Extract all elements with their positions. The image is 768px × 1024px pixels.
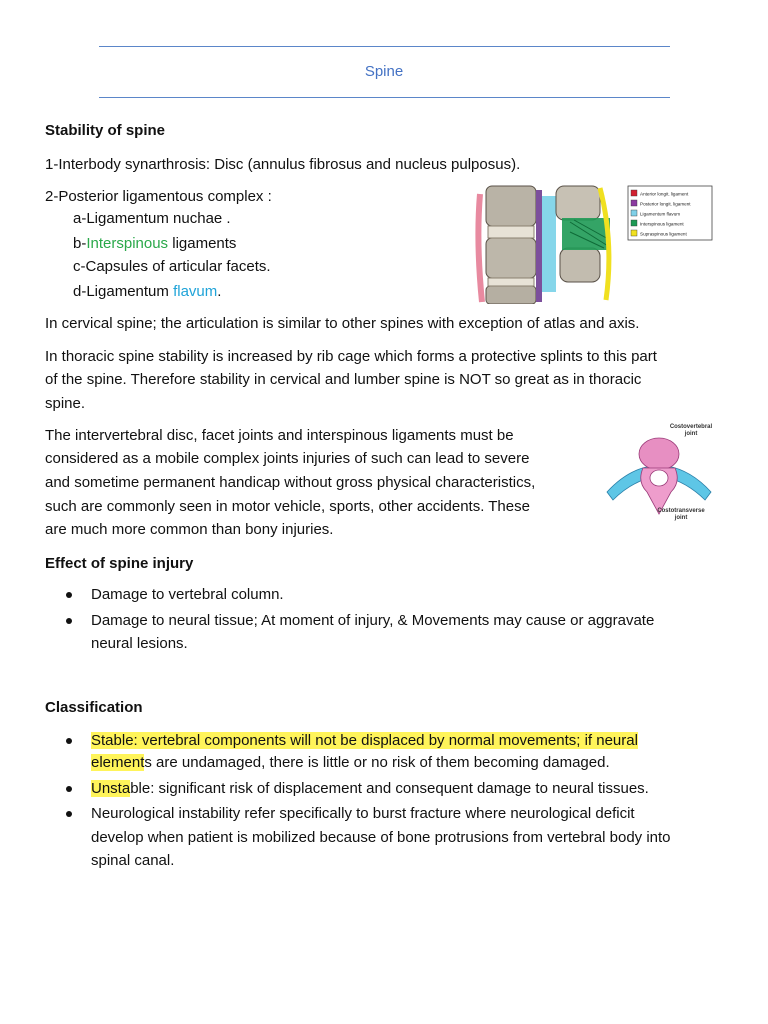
unstable-line	[91, 779, 649, 799]
thoracic-line-1: In thoracic spine stability is increased by rib cage which forms a protective splints to this part	[45, 348, 657, 365]
stable-line-2	[91, 753, 610, 773]
bullet-marker	[66, 618, 72, 624]
spine-ligaments-figure	[474, 182, 714, 304]
stability-item-c: c-Capsules of articular facets.	[73, 258, 271, 275]
item-b-prefix: b-	[73, 235, 87, 252]
neuro-line-3: spinal canal.	[91, 852, 175, 869]
anterior-ligament-shape	[478, 194, 482, 302]
legend-label: Interspinous ligament	[640, 221, 684, 227]
lamina-upper	[556, 186, 600, 220]
effect-bullet-2-line-1: Damage to neural tissue; At moment of injury, & Movements may cause or aggravate	[91, 612, 655, 629]
effect-bullet-1: Damage to vertebral column.	[91, 586, 284, 603]
heading-effect: Effect of spine injury	[45, 555, 194, 572]
ligamentum-flavum-shape	[542, 196, 556, 292]
posterior-ligament-shape	[536, 190, 542, 302]
thoracic-line-2: of the spine. Therefore stability in cervical and lumber spine is NOT so great as in thoracic	[45, 371, 642, 388]
neuro-line-2: develop when patient is mobilized because of bone protrusions from vertebral body into	[91, 829, 671, 846]
label-costotransverse-joint: joint	[674, 515, 688, 521]
label-costotransverse: Costotransverse	[657, 508, 705, 514]
disc-lower	[488, 278, 534, 286]
effect-bullet-2-line-2: neural lesions.	[91, 635, 188, 652]
item-b-suffix: ligaments	[168, 235, 237, 252]
item-d-prefix: d-Ligamentum	[73, 283, 174, 300]
stable-rest: s are undamaged, there is little or no risk of them becoming damaged.	[144, 754, 610, 771]
interspinous-ligament-shape	[562, 218, 610, 250]
stability-item-a: a-Ligamentum nuchae .	[73, 210, 231, 227]
label-costovertebral: Costovertebral	[669, 424, 713, 430]
disc-line-1: The intervertebral disc, facet joints and interspinous ligaments must be	[45, 427, 514, 444]
legend-label: Ligamentum flavum	[640, 211, 681, 217]
disc-line-4: such are commonly seen in motor vehicle, sports, other accidents. These	[45, 498, 530, 515]
disc-line-3: and sometime permanent handicap without gross physical characteristics,	[45, 474, 536, 491]
legend-swatch	[631, 220, 637, 226]
vertebral-body-upper	[486, 186, 536, 226]
legend-swatch	[631, 200, 637, 206]
vertebral-body-middle	[486, 238, 536, 278]
vertebral-foramen	[650, 470, 668, 486]
item-d-suffix: .	[217, 283, 222, 300]
heading-stability: Stability of spine	[45, 122, 166, 139]
bullet-marker	[66, 811, 72, 817]
legend-swatch	[631, 210, 637, 216]
bullet-marker	[66, 786, 72, 792]
bullet-marker	[66, 738, 72, 744]
thoracic-vertebra-figure	[597, 420, 721, 524]
neuro-line-1: Neurological instability refer specifically to burst fracture where neurological deficit	[91, 805, 635, 822]
disc-line-2: considered as a mobile complex joints injuries of such can lead to severe	[45, 450, 530, 467]
stable-highlight-continued: element	[91, 754, 145, 771]
heading-classification: Classification	[45, 699, 143, 716]
legend-swatch	[631, 190, 637, 196]
legend-swatch	[631, 230, 637, 236]
vertebral-body	[639, 438, 679, 470]
cervical-text: In cervical spine; the articulation is similar to other spines with exception of atlas and axis.	[45, 315, 640, 332]
page-header-title: Spine	[364, 63, 404, 80]
header-top-rule	[99, 46, 670, 47]
legend-label: Supraspinous ligament	[640, 231, 687, 237]
stable-line-1	[91, 731, 638, 751]
legend-label: Anterior longit. ligament	[640, 191, 689, 197]
lamina-lower	[560, 248, 600, 282]
thoracic-line-3: spine.	[45, 395, 86, 412]
vertebral-body-lower	[486, 286, 536, 304]
label-costovertebral-joint: joint	[684, 431, 698, 437]
bullet-marker	[66, 592, 72, 598]
stability-line-2: 2-Posterior ligamentous complex :	[45, 188, 272, 205]
stability-item-d	[73, 282, 221, 302]
disc-upper	[488, 226, 534, 238]
stable-highlight: Stable: vertebral components will not be displaced by normal movements; if neural	[91, 732, 638, 749]
unstable-highlight: Unsta	[91, 780, 131, 797]
header-bottom-rule	[99, 97, 670, 98]
item-b-colored-word: Interspinous	[86, 235, 169, 252]
disc-line-5: are much more common than bony injuries.	[45, 521, 334, 538]
unstable-rest: ble: significant risk of displacement and consequent damage to neural tissues.	[130, 780, 649, 797]
stability-item-b	[73, 234, 236, 254]
item-d-colored-word: flavum	[173, 283, 218, 300]
stability-line-1: 1-Interbody synarthrosis: Disc (annulus fibrosus and nucleus pulposus).	[45, 156, 521, 173]
legend-label: Posterior longit. ligament	[640, 201, 691, 207]
